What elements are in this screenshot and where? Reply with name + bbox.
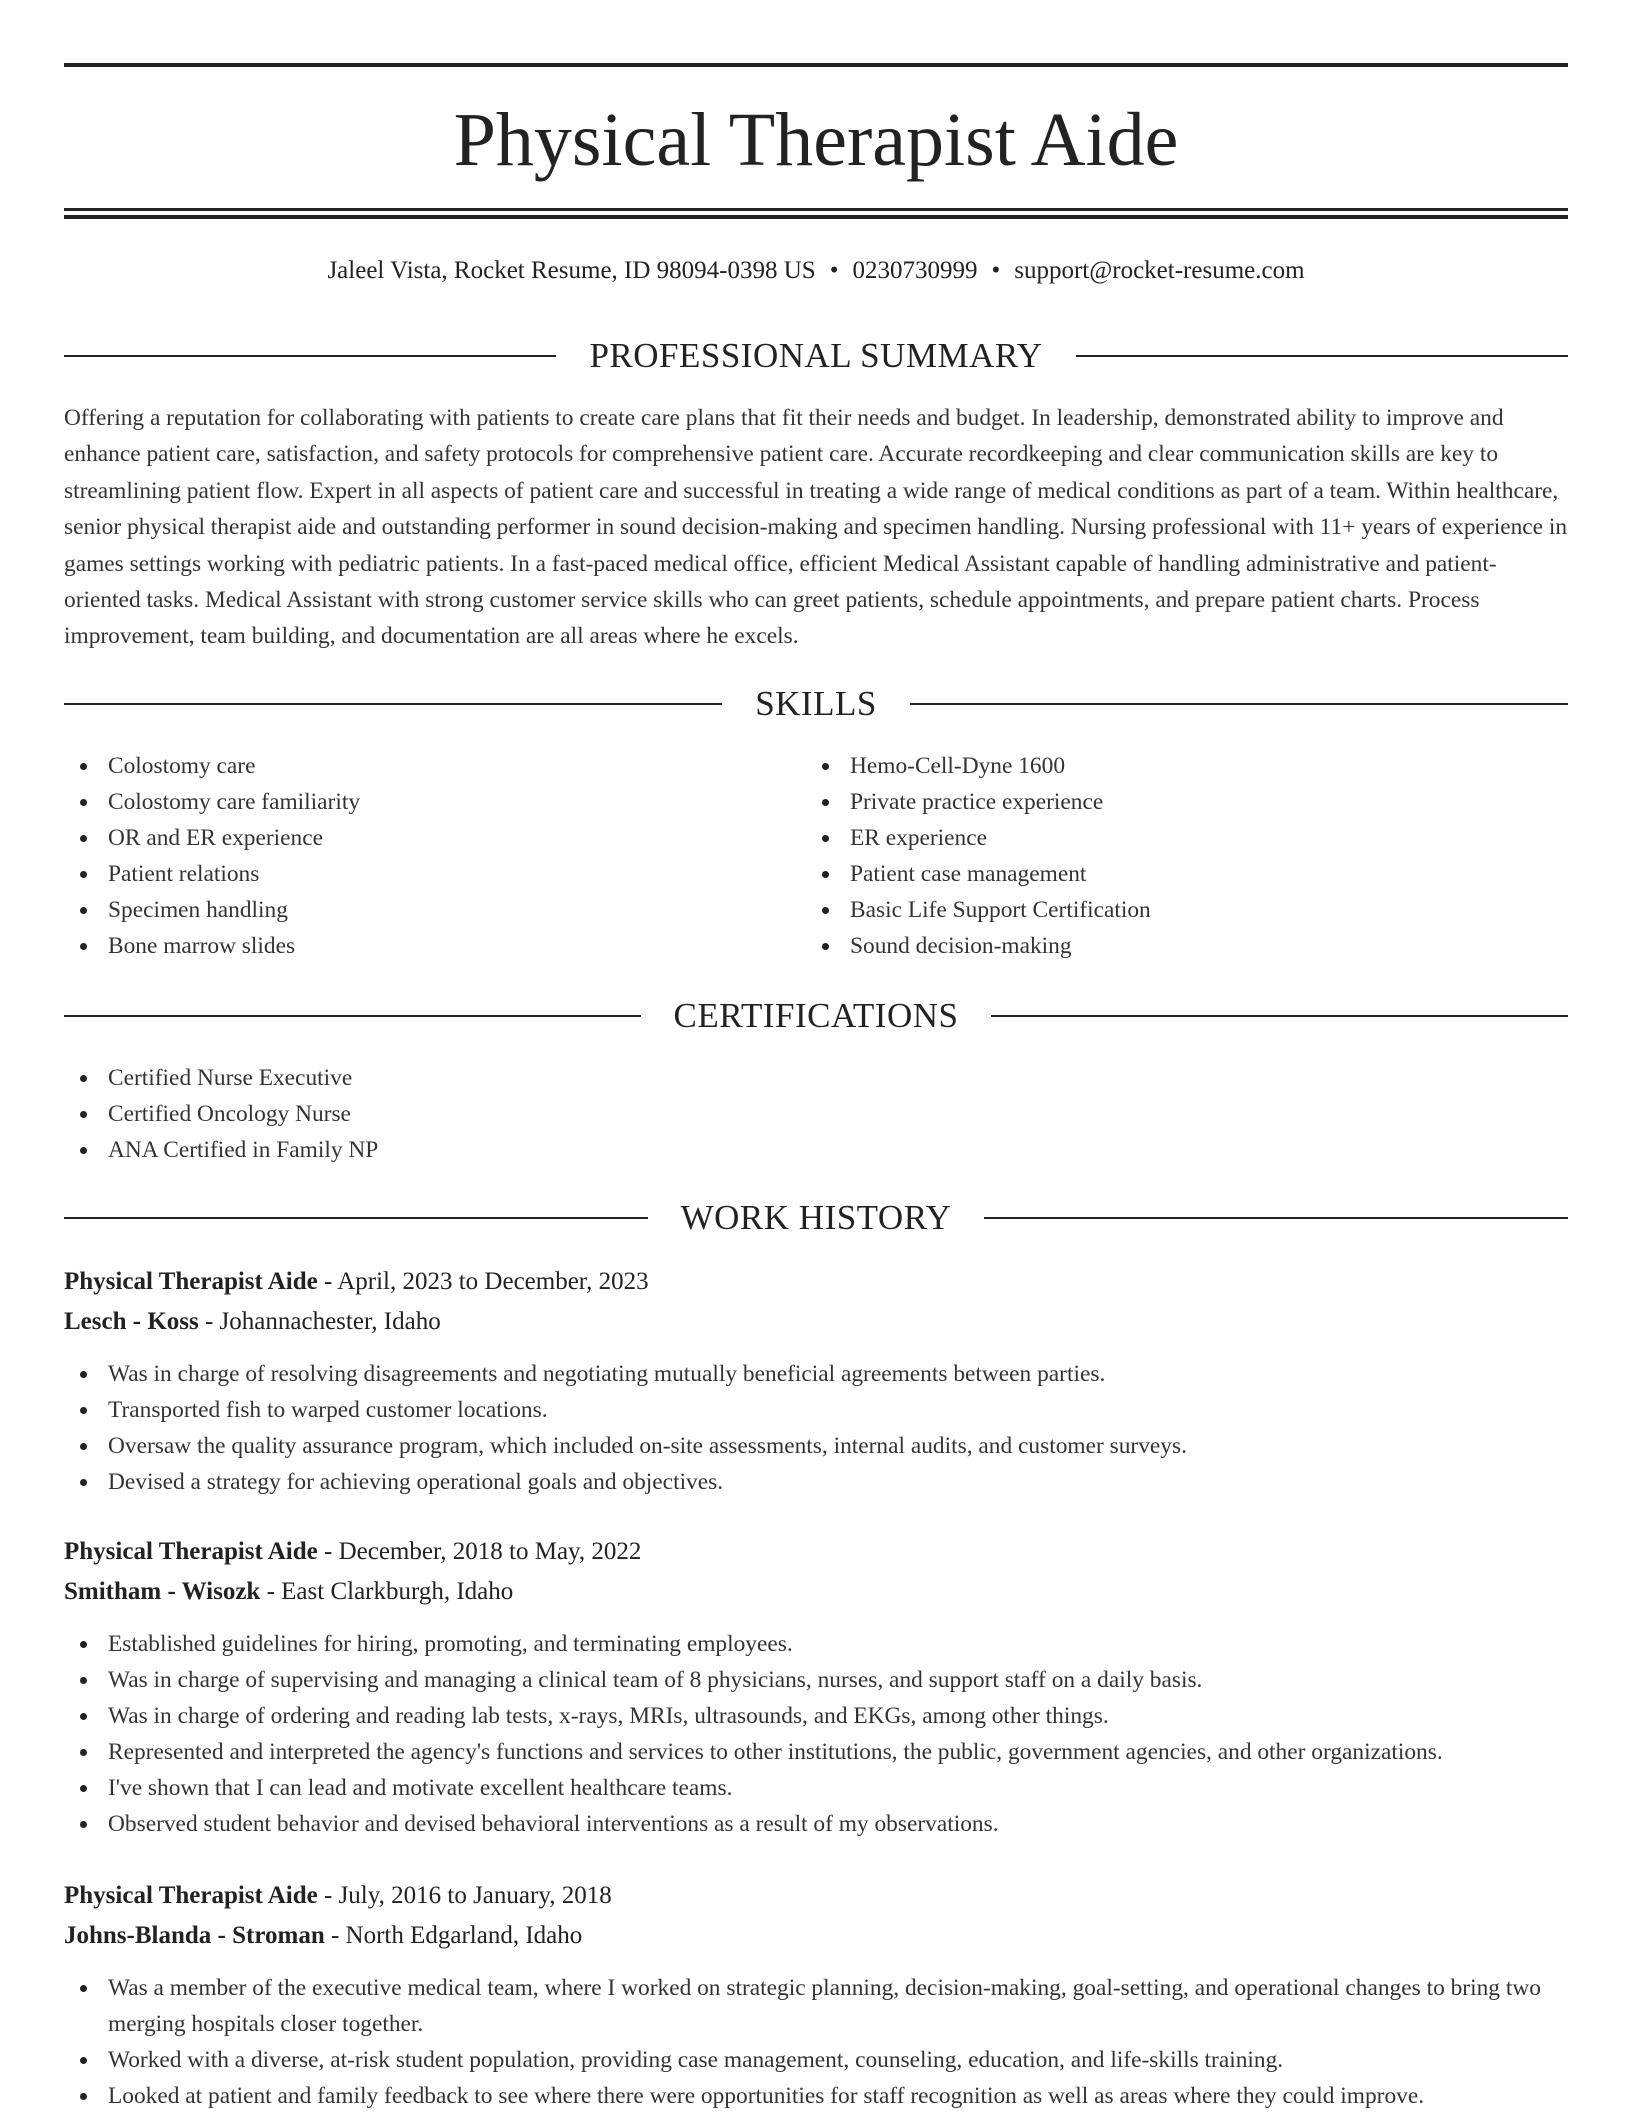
job-duty-item: Was in charge of resolving disagreements and negotiating mutually beneficial agreements between parties. — [64, 1356, 1568, 1392]
job-duty-item: Was in charge of ordering and reading lab tests, x-rays, MRIs, ultrasounds, and EKGs, among other things. — [64, 1698, 1568, 1734]
job-role: Physical Therapist Aide — [64, 1268, 318, 1295]
skill-item: OR and ER experience — [64, 820, 764, 856]
job-company-line — [64, 1302, 1568, 1342]
job-duty-item: Transported fish to warped customer locations. — [64, 1392, 1568, 1428]
heading-rule-left — [64, 703, 722, 705]
contact-separator: • — [991, 257, 1001, 284]
job-title-line — [64, 1876, 1568, 1916]
job-duty-item: Was in charge of supervising and managing a clinical team of 8 physicians, nurses, and support staff on a daily basis. — [64, 1662, 1568, 1698]
job-duty-item: Was a member of the executive medical team, where I worked on strategic planning, decision-making, goal-setting, and operational changes to bring two merging hospitals closer together. — [64, 1970, 1568, 2042]
certification-item: Certified Nurse Executive — [64, 1060, 1568, 1096]
skills-column-left — [64, 748, 764, 964]
skill-item: Patient case management — [806, 856, 1506, 892]
contact-address: Jaleel Vista, Rocket Resume, ID 98094-0398 US — [327, 257, 816, 284]
title-rule-lower — [64, 215, 1568, 219]
contact-line — [64, 254, 1568, 288]
summary-section-heading — [64, 334, 1568, 378]
skill-item: Colostomy care familiarity — [64, 784, 764, 820]
top-rule — [64, 63, 1568, 67]
job-company: Smitham - Wisozk — [64, 1578, 261, 1605]
certifications-heading-label: CERTIFICATIONS — [673, 996, 959, 1035]
skill-item: Sound decision-making — [806, 928, 1506, 964]
job-duty-item: I've shown that I can lead and motivate excellent healthcare teams. — [64, 1770, 1568, 1806]
skills-column-right — [806, 748, 1506, 964]
work-history-heading-label: WORK HISTORY — [680, 1198, 952, 1237]
job-location: - Johannachester, Idaho — [198, 1308, 441, 1335]
skill-item: Specimen handling — [64, 892, 764, 928]
certifications-block — [64, 1060, 1568, 1168]
certifications-section-heading — [64, 994, 1568, 1038]
job-company-line — [64, 1916, 1568, 1956]
job-entry — [64, 1532, 1568, 1842]
heading-rule-right — [910, 703, 1568, 705]
job-role: Physical Therapist Aide — [64, 1538, 318, 1565]
job-title-line — [64, 1532, 1568, 1572]
certification-item: ANA Certified in Family NP — [64, 1132, 1568, 1168]
job-company: Lesch - Koss — [64, 1308, 199, 1335]
job-duties-list — [64, 1970, 1568, 2114]
job-duty-item: Represented and interpreted the agency's functions and services to other institutions, the public, government agencies, and other organizations. — [64, 1734, 1568, 1770]
heading-rule-right — [984, 1217, 1568, 1219]
job-dates: - December, 2018 to May, 2022 — [317, 1538, 642, 1565]
heading-rule-left — [64, 355, 556, 357]
job-company-line — [64, 1572, 1568, 1612]
skills-list-left — [64, 748, 764, 964]
job-location: - North Edgarland, Idaho — [324, 1922, 583, 1949]
job-dates: - April, 2023 to December, 2023 — [317, 1268, 649, 1295]
skills-list-right — [806, 748, 1506, 964]
job-duty-item: Worked with a diverse, at-risk student population, providing case management, counseling, education, and life-skills training. — [64, 2042, 1568, 2078]
job-role: Physical Therapist Aide — [64, 1882, 318, 1909]
contact-separator: • — [829, 257, 839, 284]
professional-summary-text: Offering a reputation for collaborating with patients to create care plans that fit their needs and budget. In leadership, demonstrated ability to improve and enhance patient care, satisfaction, and safety protocols for comprehensive patient care. Accurate recordkeeping and clear communication skills are key to streamlining patient flow. Expert in all aspects of patient care and successful in treating a wide range of medical conditions as part of a team. Within healthcare, senior physical therapist aide and outstanding performer in sound decision-making and specimen handling. Nursing professional with 11+ years of experience in games settings working with pediatric patients. In a fast-paced medical office, efficient Medical Assistant capable of handling administrative and patient-oriented tasks. Medical Assistant with strong customer service skills who can greet patients, schedule appointments, and prepare patient charts. Process improvement, team building, and documentation are all areas where he excels. — [64, 405, 1568, 650]
job-duty-item: Observed student behavior and devised behavioral interventions as a result of my observations. — [64, 1806, 1568, 1842]
job-location: - East Clarkburgh, Idaho — [260, 1578, 514, 1605]
skill-item: Basic Life Support Certification — [806, 892, 1506, 928]
job-duties-list — [64, 1356, 1568, 1500]
job-dates: - July, 2016 to January, 2018 — [317, 1882, 612, 1909]
work-history-section-heading — [64, 1196, 1568, 1240]
summary-heading-label: PROFESSIONAL SUMMARY — [589, 336, 1043, 375]
heading-rule-left — [64, 1217, 648, 1219]
title-rule-upper — [64, 208, 1568, 211]
skill-item: Hemo-Cell-Dyne 1600 — [806, 748, 1506, 784]
skill-item: Bone marrow slides — [64, 928, 764, 964]
certification-item: Certified Oncology Nurse — [64, 1096, 1568, 1132]
contact-email: support@rocket-resume.com — [1014, 257, 1305, 284]
skill-item: Private practice experience — [806, 784, 1506, 820]
job-duties-list — [64, 1626, 1568, 1842]
job-entry — [64, 1876, 1568, 2114]
certifications-list — [64, 1060, 1568, 1168]
skill-item: Patient relations — [64, 856, 764, 892]
job-duty-item: Looked at patient and family feedback to see where there were opportunities for staff recognition as well as areas where they could improve. — [64, 2078, 1568, 2114]
heading-rule-left — [64, 1015, 641, 1017]
heading-rule-right — [991, 1015, 1568, 1017]
skills-heading-label: SKILLS — [755, 684, 877, 723]
job-duty-item: Devised a strategy for achieving operational goals and objectives. — [64, 1464, 1568, 1500]
skill-item: ER experience — [806, 820, 1506, 856]
job-duty-item: Oversaw the quality assurance program, which included on-site assessments, internal audits, and customer surveys. — [64, 1428, 1568, 1464]
resume-title: Physical Therapist Aide — [453, 98, 1179, 182]
skill-item: Colostomy care — [64, 748, 764, 784]
skills-section-heading — [64, 682, 1568, 726]
job-company: Johns-Blanda - Stroman — [64, 1922, 325, 1949]
contact-phone: 0230730999 — [852, 257, 978, 284]
job-entry — [64, 1262, 1568, 1500]
job-duty-item: Established guidelines for hiring, promoting, and terminating employees. — [64, 1626, 1568, 1662]
heading-rule-right — [1076, 355, 1568, 357]
job-title-line — [64, 1262, 1568, 1302]
